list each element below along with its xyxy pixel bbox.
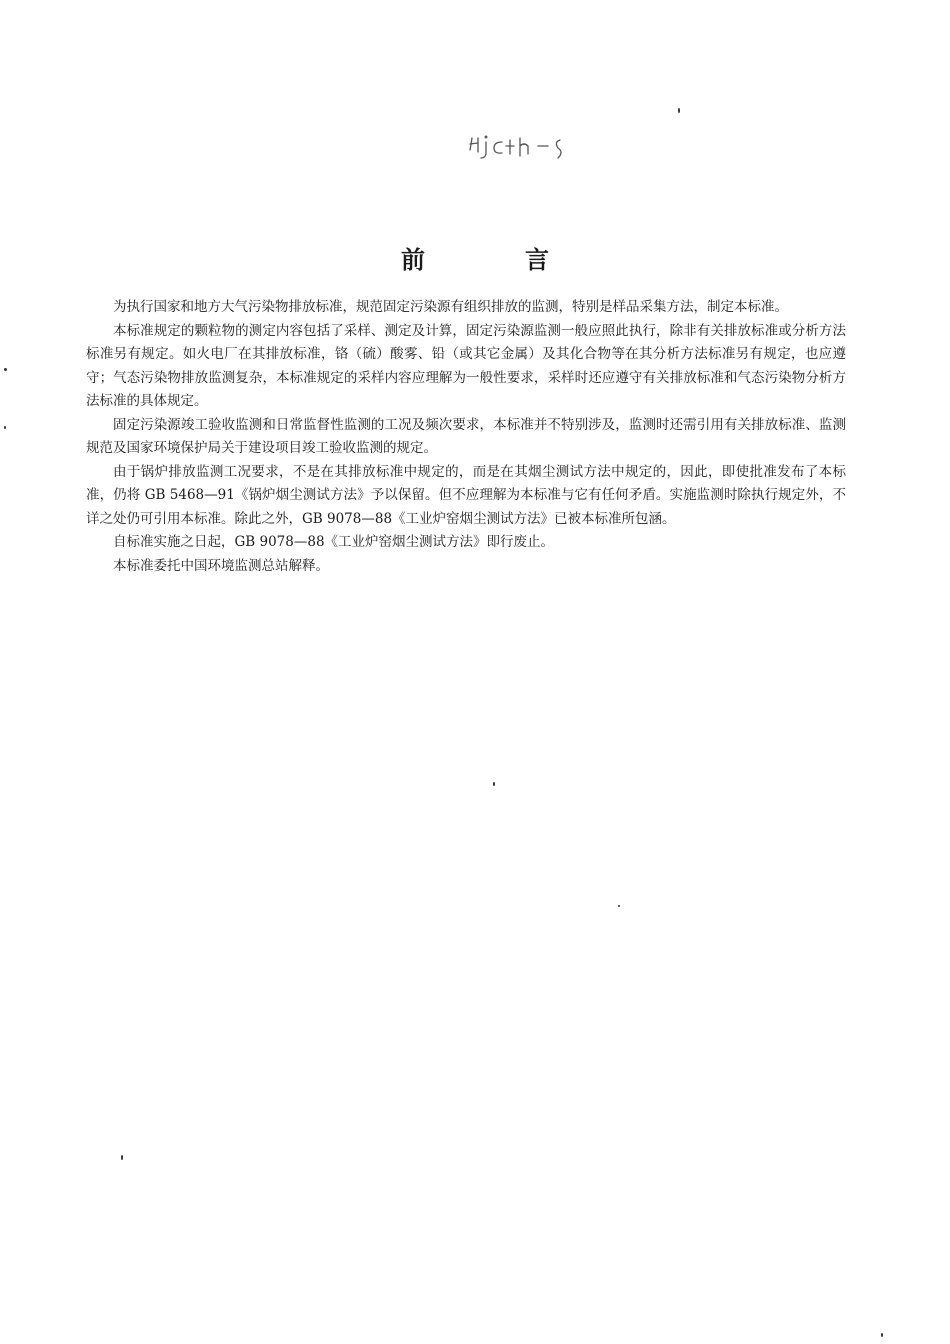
paragraph: 为执行国家和地方大气污染物排放标准，规范固定污染源有组织排放的监测，特别是样品采集方法，制定本标准。 [113,299,788,315]
paragraph: 自标准实施之日起，GB 9078—88《工业炉窑烟尘测试方法》即行废止。 [113,534,555,550]
scan-speck [493,782,495,786]
handwritten-note [466,128,596,164]
paragraph: 由于锅炉排放监测工况要求，不是在其排放标准中规定的，而是在其烟尘测试方法中规定的，因此，即使批准发布了本标准，仍将 GB 5468—91《锅炉烟尘测试方法》予以保留。但不应理解为本标准与它有任何矛盾。实施监测时除执行规定外，不详之处仍可引用本标准。除此之外，GB 9078—88《工业炉窑烟尘测试方法》已被本标准所包涵。 [86,463,846,527]
paragraph: 本标准规定的颗粒物的测定内容包括了采样、测定及计算，固定污染源监测一般应照此执行，除非有关排放标准或分析方法标准另有规定。如火电厂在其排放标准，铬（硫）酸雾、铅（或其它金属）及其化合物等在其分析方法标准另有规定，也应遵守；气态污染物排放监测复杂，本标准规定的采样内容应理解为一般性要求，采样时还应遵守有关排放标准和气态污染物分析方法标准的具体规定。 [86,322,846,409]
page-title: 前 言 [401,246,587,274]
scan-speck [121,1155,123,1160]
scan-speck [618,905,620,907]
paragraph: 本标准委托中国环境监测总站解释。 [113,557,329,574]
scan-speck [4,426,6,429]
scan-speck [678,108,680,113]
foreword-body [86,296,846,578]
scan-speck [4,368,7,371]
paragraph: 固定污染源竣工验收监测和日常监督性监测的工况及频次要求，本标准并不特别涉及，监测时还需引用有关排放标准、监测规范及国家环境保护局关于建设项目竣工验收监测的规定。 [86,416,846,456]
scan-speck [881,1333,883,1337]
